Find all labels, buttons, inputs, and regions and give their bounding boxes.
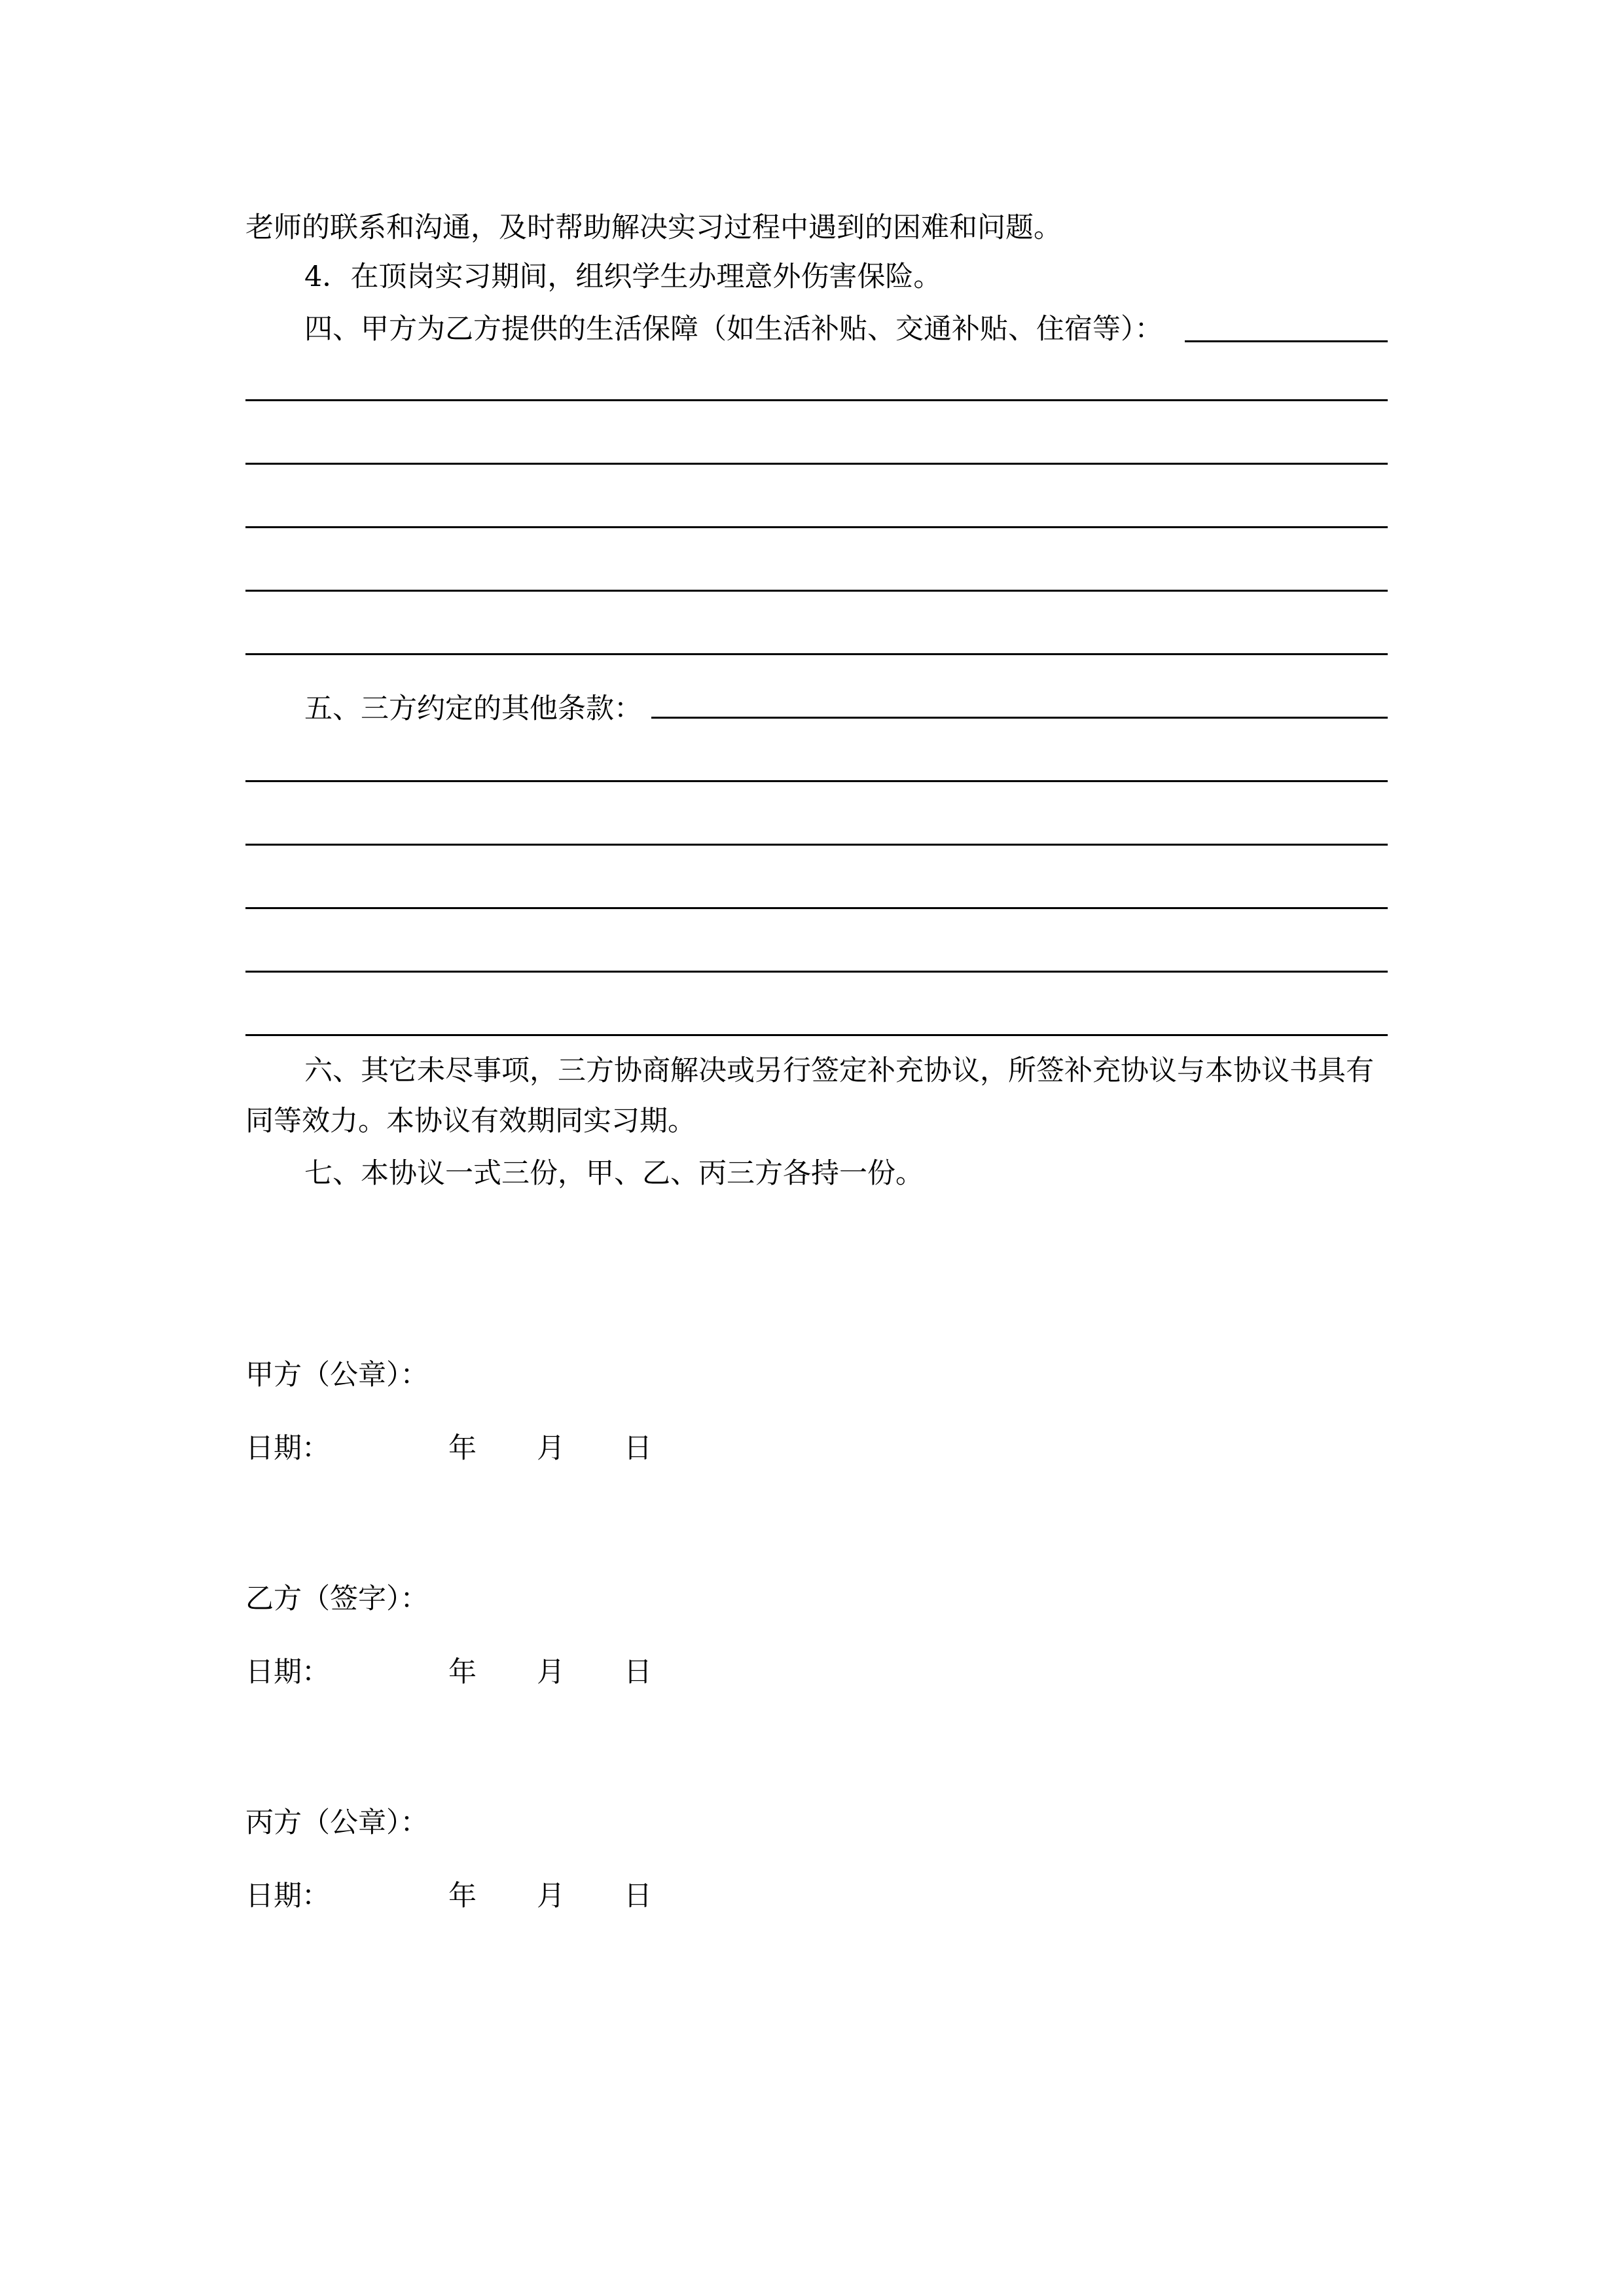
party-c-day-label: 日 — [624, 1880, 652, 1912]
fill-line-section-five[interactable] — [245, 844, 1388, 846]
party-b-day-label: 日 — [624, 1656, 652, 1689]
party-a-month-label: 月 — [537, 1432, 565, 1465]
fill-line-section-five[interactable] — [245, 1034, 1388, 1036]
paragraph-insurance: 4．在顶岗实习期间，组织学生办理意外伤害保险。 — [304, 260, 942, 293]
party-b-year-label: 年 — [448, 1656, 477, 1689]
party-b-date-label: 日期： — [245, 1656, 330, 1689]
party-a-day-label: 日 — [624, 1432, 652, 1465]
fill-line-section-four[interactable] — [245, 463, 1388, 465]
section-five-heading: 五、三方约定的其他条款： — [304, 692, 642, 725]
section-six-line1: 六、其它未尽事项，三方协商解决或另行签定补充协议，所签补充协议与本协议书具有 — [304, 1054, 1374, 1087]
fill-line-section-five[interactable] — [245, 971, 1388, 973]
paragraph-teacher-contact: 老师的联系和沟通，及时帮助解决实习过程中遇到的困难和问题。 — [245, 211, 1062, 244]
party-a-seal-label: 甲方（公章）： — [245, 1359, 429, 1391]
fill-line-section-four[interactable] — [245, 526, 1388, 528]
fill-line-section-five[interactable] — [245, 907, 1388, 909]
section-seven: 七、本协议一式三份，甲、乙、丙三方各持一份。 — [304, 1157, 924, 1190]
fill-line-section-five[interactable] — [245, 780, 1388, 782]
party-a-date-label: 日期： — [245, 1432, 330, 1465]
fill-line-section-four-inline[interactable] — [1185, 340, 1388, 342]
section-six-line2: 同等效力。本协议有效期同实习期。 — [245, 1105, 696, 1138]
party-c-year-label: 年 — [448, 1880, 477, 1912]
party-a-year-label: 年 — [448, 1432, 477, 1465]
party-c-seal-label: 丙方（公章）： — [245, 1806, 429, 1839]
fill-line-section-four[interactable] — [245, 590, 1388, 592]
fill-line-section-four[interactable] — [245, 653, 1388, 655]
section-four-heading: 四、甲方为乙方提供的生活保障（如生活补贴、交通补贴、住宿等）： — [304, 313, 1163, 346]
party-b-signature-label: 乙方（签字）： — [245, 1583, 429, 1615]
party-c-month-label: 月 — [537, 1880, 565, 1912]
party-b-month-label: 月 — [537, 1656, 565, 1689]
fill-line-section-four[interactable] — [245, 399, 1388, 401]
party-c-date-label: 日期： — [245, 1880, 330, 1912]
fill-line-section-five-inline[interactable] — [651, 717, 1388, 719]
